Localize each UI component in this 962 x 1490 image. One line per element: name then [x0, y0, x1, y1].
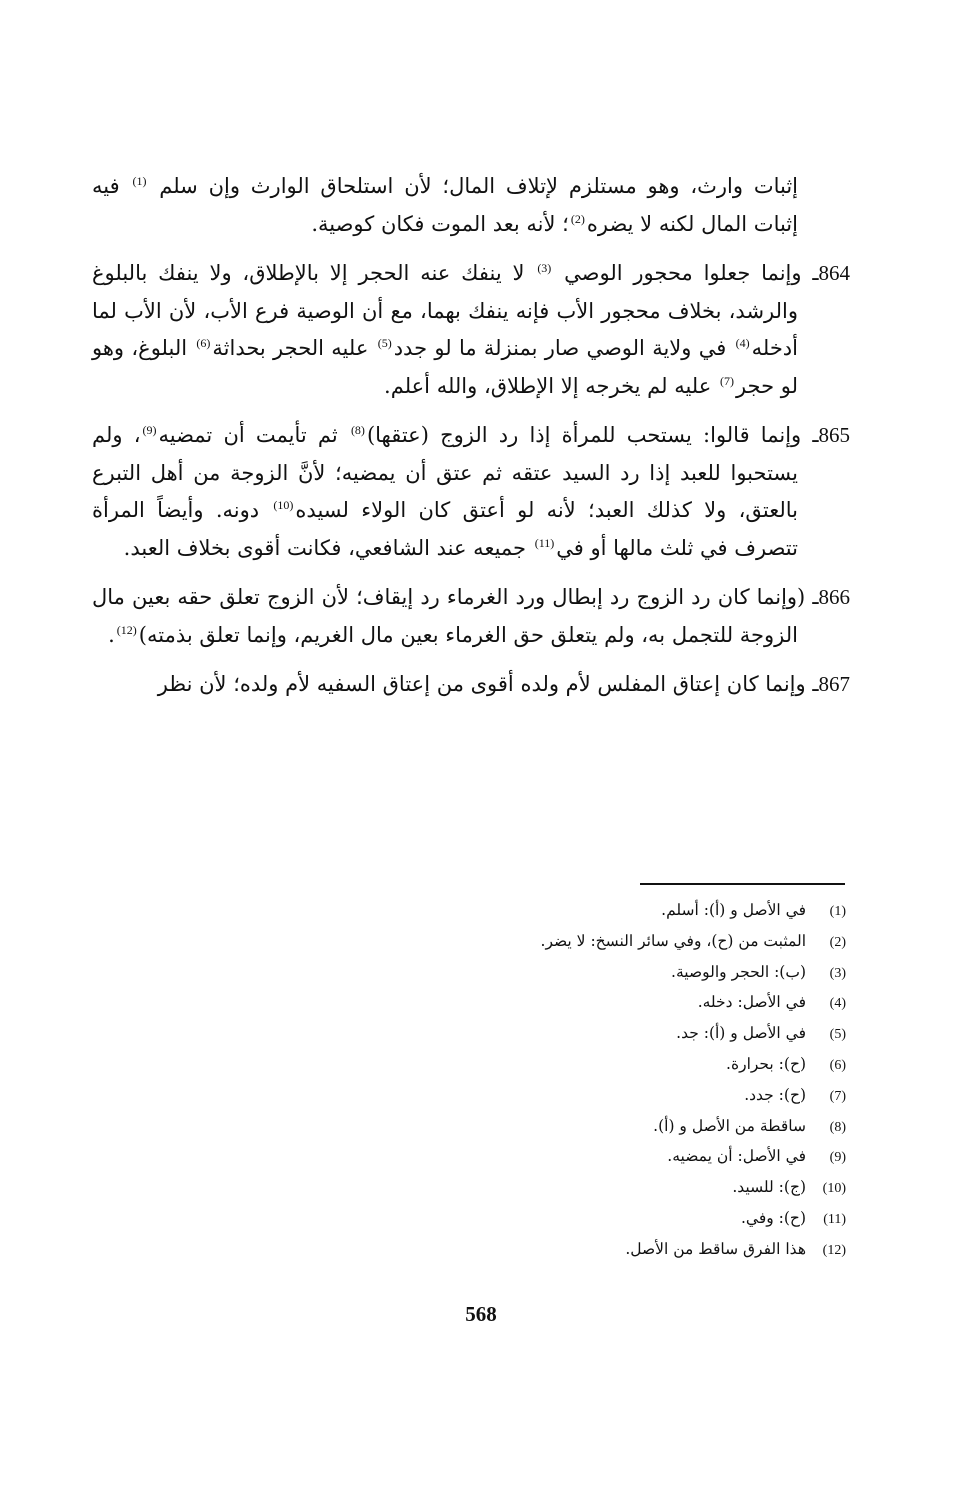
text-segment: ـ وإنما جعلوا محجور الوصي — [553, 261, 819, 285]
footnote — [150, 958, 846, 989]
footnote-reference: (4) — [735, 336, 750, 350]
text-segment: ، ولم يستحبوا للعبد إذا رد السيد عتقه ثم عتق أن يمضيه؛ لأنَّ الزوجة من أهل التبرع بالعتق، ولا كذلك العبد؛ لأنه لو أعتق كان الولاء لسيده — [92, 423, 798, 522]
text-segment: فيه إثبات المال لكنه لا يضره — [92, 174, 798, 236]
footnote-reference: (1) — [132, 174, 147, 188]
footnote-separator — [640, 883, 845, 885]
text-segment: عليه لم يخرجه إلا الإطلاق، والله أعلم. — [384, 373, 718, 398]
footnote-number: (9) — [829, 1150, 846, 1166]
footnote-text: (ح): جدد. — [744, 1085, 806, 1104]
footnote-reference: (10) — [273, 498, 294, 512]
footnote-reference: (8) — [350, 423, 365, 437]
footnote-number: (1) — [829, 904, 846, 919]
footnote — [150, 1142, 846, 1173]
footnote-text: في الأصل: أن يمضيه. — [667, 1147, 806, 1166]
footnote-reference: (7) — [719, 373, 734, 388]
numbered-paragraph — [92, 255, 850, 405]
footnote — [150, 1235, 846, 1266]
text-segment: البلوغ، وهو لو حجر — [92, 336, 798, 398]
paragraph-number: 865 — [818, 423, 851, 447]
numbered-paragraph — [92, 666, 850, 704]
footnote-text: (ح): وفي. — [741, 1208, 806, 1227]
footnote-text: المثبت من (ح)، وفي سائر النسخ: لا يضر. — [540, 931, 806, 950]
footnote-number: (12) — [822, 1242, 846, 1258]
footnote-text: في الأصل و (أ): جد. — [676, 1024, 806, 1043]
text-segment: عليه الحجر بحداثة — [212, 336, 376, 360]
text-segment: ـ وإنما كان إعتاق المفلس لأم ولده أقوى من إعتاق السفيه لأم ولده؛ لأن نظر — [157, 672, 819, 696]
footnote-number: (7) — [829, 1088, 846, 1104]
text-segment: جميعه عند الشافعي، فكانت أقوى بخلاف العبد. — [123, 535, 533, 560]
paragraph-number: 866 — [818, 585, 850, 609]
footnote-text: ساقطة من الأصل و (أ). — [653, 1116, 806, 1135]
footnote-reference: (11) — [534, 535, 555, 550]
footnote-number: (2) — [829, 934, 846, 950]
footnote — [150, 927, 846, 958]
text-segment: دونه. وأيضاً المرأة تتصرف في ثلث مالها أو في — [92, 498, 798, 560]
footnote — [150, 1050, 846, 1081]
paragraph-number: 867 — [818, 672, 850, 696]
footnote-text: (ح): بحرارة. — [726, 1054, 806, 1073]
text-segment: ـ وإنما قالوا: يستحب للمرأة إذا رد الزوج (عتقها) — [366, 423, 819, 447]
page-number: 568 — [465, 1302, 497, 1326]
numbered-paragraph — [92, 417, 850, 567]
numbered-paragraph — [92, 579, 850, 654]
footnote-reference: (6) — [196, 336, 211, 350]
text-segment: . — [108, 622, 115, 647]
footnote-reference: (2) — [570, 211, 585, 226]
footnote-number: (10) — [822, 1181, 846, 1197]
footnote-text: هذا الفرق ساقط من الأصل. — [625, 1239, 806, 1258]
footnote — [150, 1204, 846, 1235]
footnote-text: في الأصل: دخله. — [697, 993, 806, 1012]
text-segment: لا ينفك عنه الحجر إلا بالإطلاق، ولا ينفك بالبلوغ والرشد، بخلاف محجور الأب فإنه ينفك بهما، مع أن الوصية فرع الأب، لأن الأب لما أدخله — [92, 261, 798, 360]
text-segment: في ولاية الوصي صار بمنزلة ما لو جدد — [393, 336, 734, 360]
footnote-reference: (5) — [377, 336, 392, 350]
footnote-number: (4) — [829, 996, 846, 1012]
footnote — [150, 896, 846, 927]
footnote-number: (3) — [829, 965, 846, 981]
paragraph-number: 864 — [818, 261, 851, 285]
footnote — [150, 1019, 846, 1050]
text-segment: ثم تأيمت أن تمضيه — [158, 423, 349, 447]
footnote-reference: (9) — [142, 423, 157, 437]
footnote — [150, 988, 846, 1019]
footnote-number: (5) — [829, 1027, 846, 1043]
footnote — [150, 1112, 846, 1143]
footnotes — [150, 896, 846, 1266]
footnote-text: (ب): الحجر والوصية. — [671, 962, 806, 981]
text-segment: ـ (وإنما كان رد الزوج رد إبطال ورد الغرماء رد إيقاف؛ لأن الزوج تعلق حقه بعين مال الزوجة للتجمل به، ولم يتعلق حق الغرماء بعين مال الغريم، وإنما تعلق بذمته) — [92, 585, 819, 647]
footnote-text: (ج): للسيد. — [732, 1178, 806, 1197]
footnote — [150, 1173, 846, 1204]
footnote-text: في الأصل و (أ): أسلم. — [661, 901, 806, 919]
footnote-number: (11) — [823, 1211, 846, 1227]
main-text — [92, 168, 850, 716]
text-segment: إثبات وارث، وهو مستلزم لإتلاف المال؛ لأن استلحاق الوارث وإن سلم — [148, 174, 799, 198]
footnote-reference: (3) — [537, 261, 552, 275]
text-segment: ؛ لأنه بعد الموت فكان كوصية. — [311, 211, 569, 236]
footnote-number: (8) — [829, 1119, 846, 1135]
footnote-reference: (12) — [116, 622, 137, 637]
continuation-paragraph — [92, 168, 850, 243]
footnote-number: (6) — [829, 1057, 846, 1073]
footnote — [150, 1081, 846, 1112]
